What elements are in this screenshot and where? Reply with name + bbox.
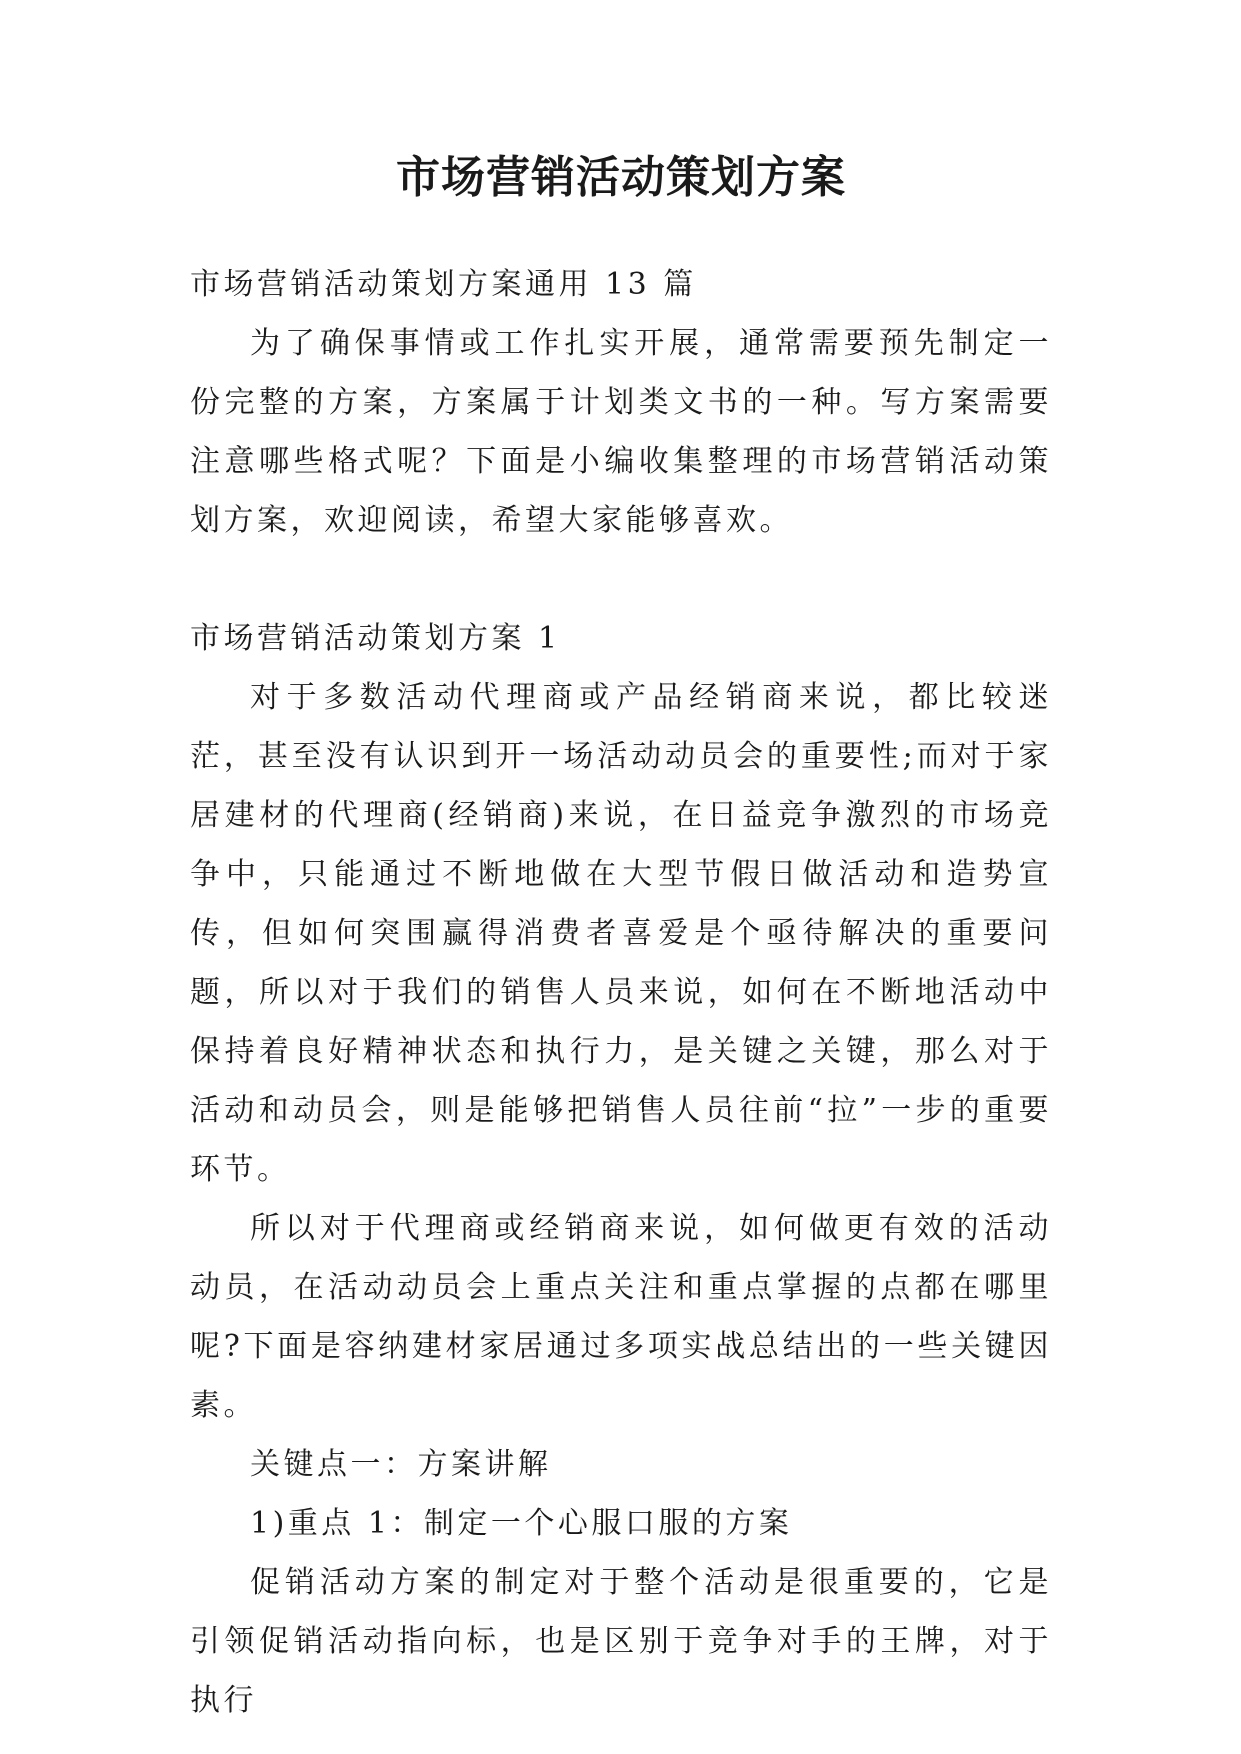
section-paragraph: 对于多数活动代理商或产品经销商来说，都比较迷茫，甚至没有认识到开一场活动动员会的重要性;而对于家居建材的代理商(经销商)来说，在日益竞争激烈的市场竞争中，只能通过不断地做在大型节假日做活动和造势宣传，但如何突围赢得消费者喜爱是个亟待解决的重要问题，所以对于我们的销售人员来说，如何在不断地活动中保持着良好精神状态和执行力，是关键之关键，那么对于活动和动员会，则是能够把销售人员往前“拉”一步的重要环节。 <box>190 680 1052 1187</box>
section-paragraph: 促销活动方案的制定对于整个活动是很重要的，它是引领促销活动指向标，也是区别于竞争对手的王牌，对于执行 <box>190 1565 1052 1718</box>
section-paragraph: 所以对于代理商或经销商来说，如何做更有效的活动动员，在活动动员会上重点关注和重点掌握的点都在哪里呢?下面是容纳建材家居通过多项实战总结出的一些关键因素。 <box>190 1211 1052 1423</box>
key-point-heading: 关键点一：方案讲解 <box>250 1447 552 1482</box>
document-subtitle: 市场营销活动策划方案通用 13 篇 <box>190 267 697 302</box>
document-title: 市场营销活动策划方案 <box>396 152 846 203</box>
intro-paragraph: 为了确保事情或工作扎实开展，通常需要预先制定一份完整的方案，方案属于计划类文书的一种。写方案需要注意哪些格式呢？下面是小编收集整理的市场营销活动策划方案，欢迎阅读，希望大家能够喜欢。 <box>190 326 1052 538</box>
section-heading: 市场营销活动策划方案 1 <box>190 621 561 656</box>
document-page <box>190 0 1052 1730</box>
key-point-item: 1)重点 1：制定一个心服口服的方案 <box>250 1506 793 1541</box>
